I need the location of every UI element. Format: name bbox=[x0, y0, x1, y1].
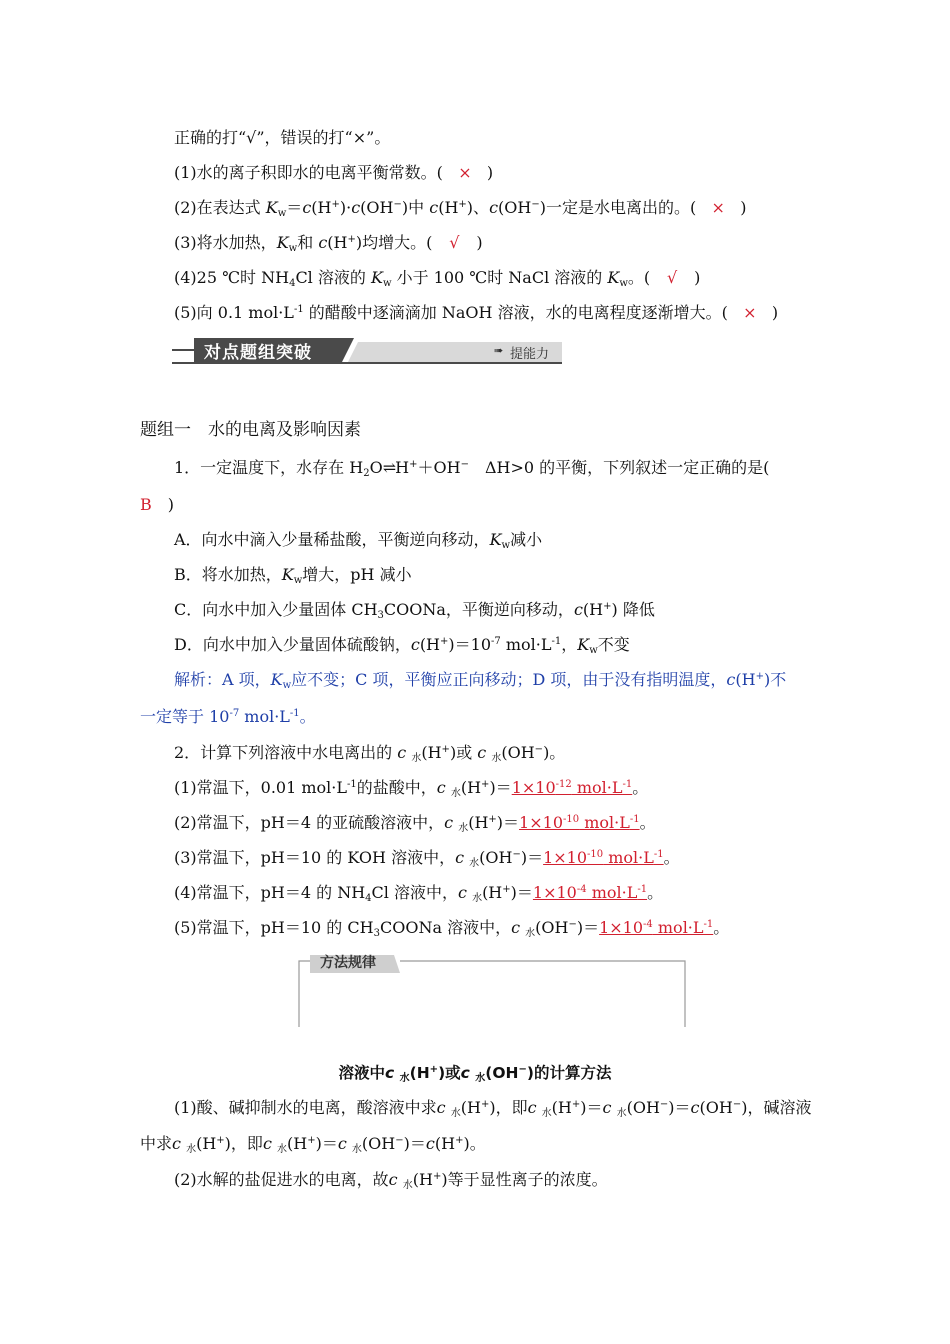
method-box-label: 方法规律 bbox=[320, 955, 376, 971]
arrow-icon: ➠ bbox=[494, 344, 504, 357]
question-1-answer-line: B ) bbox=[140, 495, 175, 514]
q2-part-3: (3)常温下，pH＝10 的 KOH 溶液中，c $_水(OH^-)=1\times 10^{-10}$ $mol\cdot L^{-1}$。 bbox=[174, 848, 680, 869]
q2-part-5: (5)常温下，pH＝10 的 $CH_3COONa$ 溶液中，c $_水(OH^-)=1\times 10^{-4}$ $mol\cdot L^{-1}$。 bbox=[174, 918, 730, 939]
judge-item-3: (3)将水加热，$K_w$和 c(H+)均增大。( √ ) bbox=[174, 233, 483, 254]
wrong-mark: × bbox=[743, 303, 757, 322]
answer-blank: $1\times 10^{-12}$ $mol\cdot L^{-1}$ bbox=[511, 778, 633, 797]
answer-blank: $1\times 10^{-4}$ $mol\cdot L^{-1}$ bbox=[599, 918, 714, 937]
wrong-mark: × bbox=[711, 198, 725, 217]
method-para-2: (2)水解的盐促进水的电离，故c $_水$(H+)等于显性离子的浓度。 bbox=[174, 1170, 608, 1191]
judge-item-1: (1)水的离子积即水的电离平衡常数。( × ) bbox=[174, 163, 494, 182]
option-d: D．向水中加入少量固体硫酸钠，$c(H^+)=10^{-7}$ $mol\cdot L^{-1}$，$K_w$不变 bbox=[174, 635, 630, 656]
judge-item-4: (4)25 ℃时 $NH_4Cl$ 溶液的 $K_w$ 小于 100 ℃时 NaCl 溶液的 $K_w$。( √ ) bbox=[174, 268, 701, 289]
correct-mark: √ bbox=[449, 233, 460, 252]
banner-title: 对点题组突破 bbox=[204, 343, 312, 363]
section-banner bbox=[172, 336, 562, 366]
q2-part-4: (4)常温下，pH＝4 的 $NH_4Cl$ 溶液中，c $_水(H^+)=1\times 10^{-4}$ $mol\cdot L^{-1}$。 bbox=[174, 883, 664, 904]
option-a: A．向水中滴入少量稀盐酸，平衡逆向移动，$K_w$减小 bbox=[174, 530, 543, 551]
answer-blank: $1\times 10^{-4}$ $mol\cdot L^{-1}$ bbox=[532, 883, 648, 902]
analysis-line-1: 解析：A 项，$K_w$应不变；C 项，平衡应正向移动；D 项，由于没有指明温度，c(H+)不 bbox=[174, 670, 787, 691]
option-c: C．向水中加入少量固体 $CH_3COONa$，平衡逆向移动，c(H+) 降低 bbox=[174, 600, 655, 621]
answer-blank: $1\times 10^{-10}$ $mol\cdot L^{-1}$ bbox=[519, 813, 640, 832]
judge-item-2: (2)在表达式 $K_w=c(H^+)\cdot c(OH^-)$中 c(H+)、c(OH−)一定是水电离出的。( × ) bbox=[174, 198, 747, 219]
answer-blank: $1\times 10^{-10}$ $mol\cdot L^{-1}$ bbox=[543, 848, 664, 867]
analysis-line-2: 一定等于 $10^{-7}$ $mol\cdot L^{-1}$。 bbox=[140, 707, 316, 726]
method-para-1-cont: 中求c $_水$(H+)，即c $_水$(H+)＝c $_水$(OH−)＝c(H+)。 bbox=[140, 1134, 486, 1155]
correct-mark: √ bbox=[667, 268, 678, 287]
answer-letter: B bbox=[140, 495, 152, 514]
q2-part-2: (2)常温下，pH＝4 的亚硫酸溶液中，c $_水(H^+)=1\times 10^{-10}$ $mol\cdot L^{-1}$。 bbox=[174, 813, 656, 834]
method-para-1: (1)酸、碱抑制水的电离，酸溶液中求c $_水$(H+)，即c $_水$(H+)＝c $_水$(OH−)＝c(OH−)，碱溶液 bbox=[174, 1098, 812, 1119]
question-1-stem: 1．一定温度下，水存在 $H_2O\rightleftharpoons H^++OH^-$ ΔH>0 的平衡，下列叙述一定正确的是( bbox=[174, 458, 770, 479]
intro-text: 正确的打“√”，错误的打“×”。 bbox=[174, 128, 391, 147]
question-2-stem: 2．计算下列溶液中水电离出的 c $_水$(H+)或 c $_水$(OH−)。 bbox=[174, 743, 566, 764]
method-box bbox=[298, 955, 686, 1027]
wrong-mark: × bbox=[458, 163, 472, 182]
method-title: 溶液中c $_水$(H+)或c $_水$(OH−)的计算方法 bbox=[338, 1064, 612, 1084]
group-heading: 题组一 水的电离及影响因素 bbox=[140, 420, 361, 440]
option-b: B．将水加热，$K_w$增大，pH 减小 bbox=[174, 565, 412, 586]
equilibrium-arrow-icon: ⇌ bbox=[382, 458, 396, 477]
q2-part-1: (1)常温下，0.01 $mol\cdot L^{-1}$的盐酸中，c $_水(H^+)=1\times 10^{-12}$ $mol\cdot L^{-1}$。 bbox=[174, 778, 649, 799]
judge-item-5: (5)向 0.1 $mol\cdot L^{-1}$ 的醋酸中逐滴滴加 NaOH 溶液，水的电离程度逐渐增大。( × ) bbox=[174, 303, 779, 322]
banner-tag: 提能力 bbox=[510, 347, 550, 362]
